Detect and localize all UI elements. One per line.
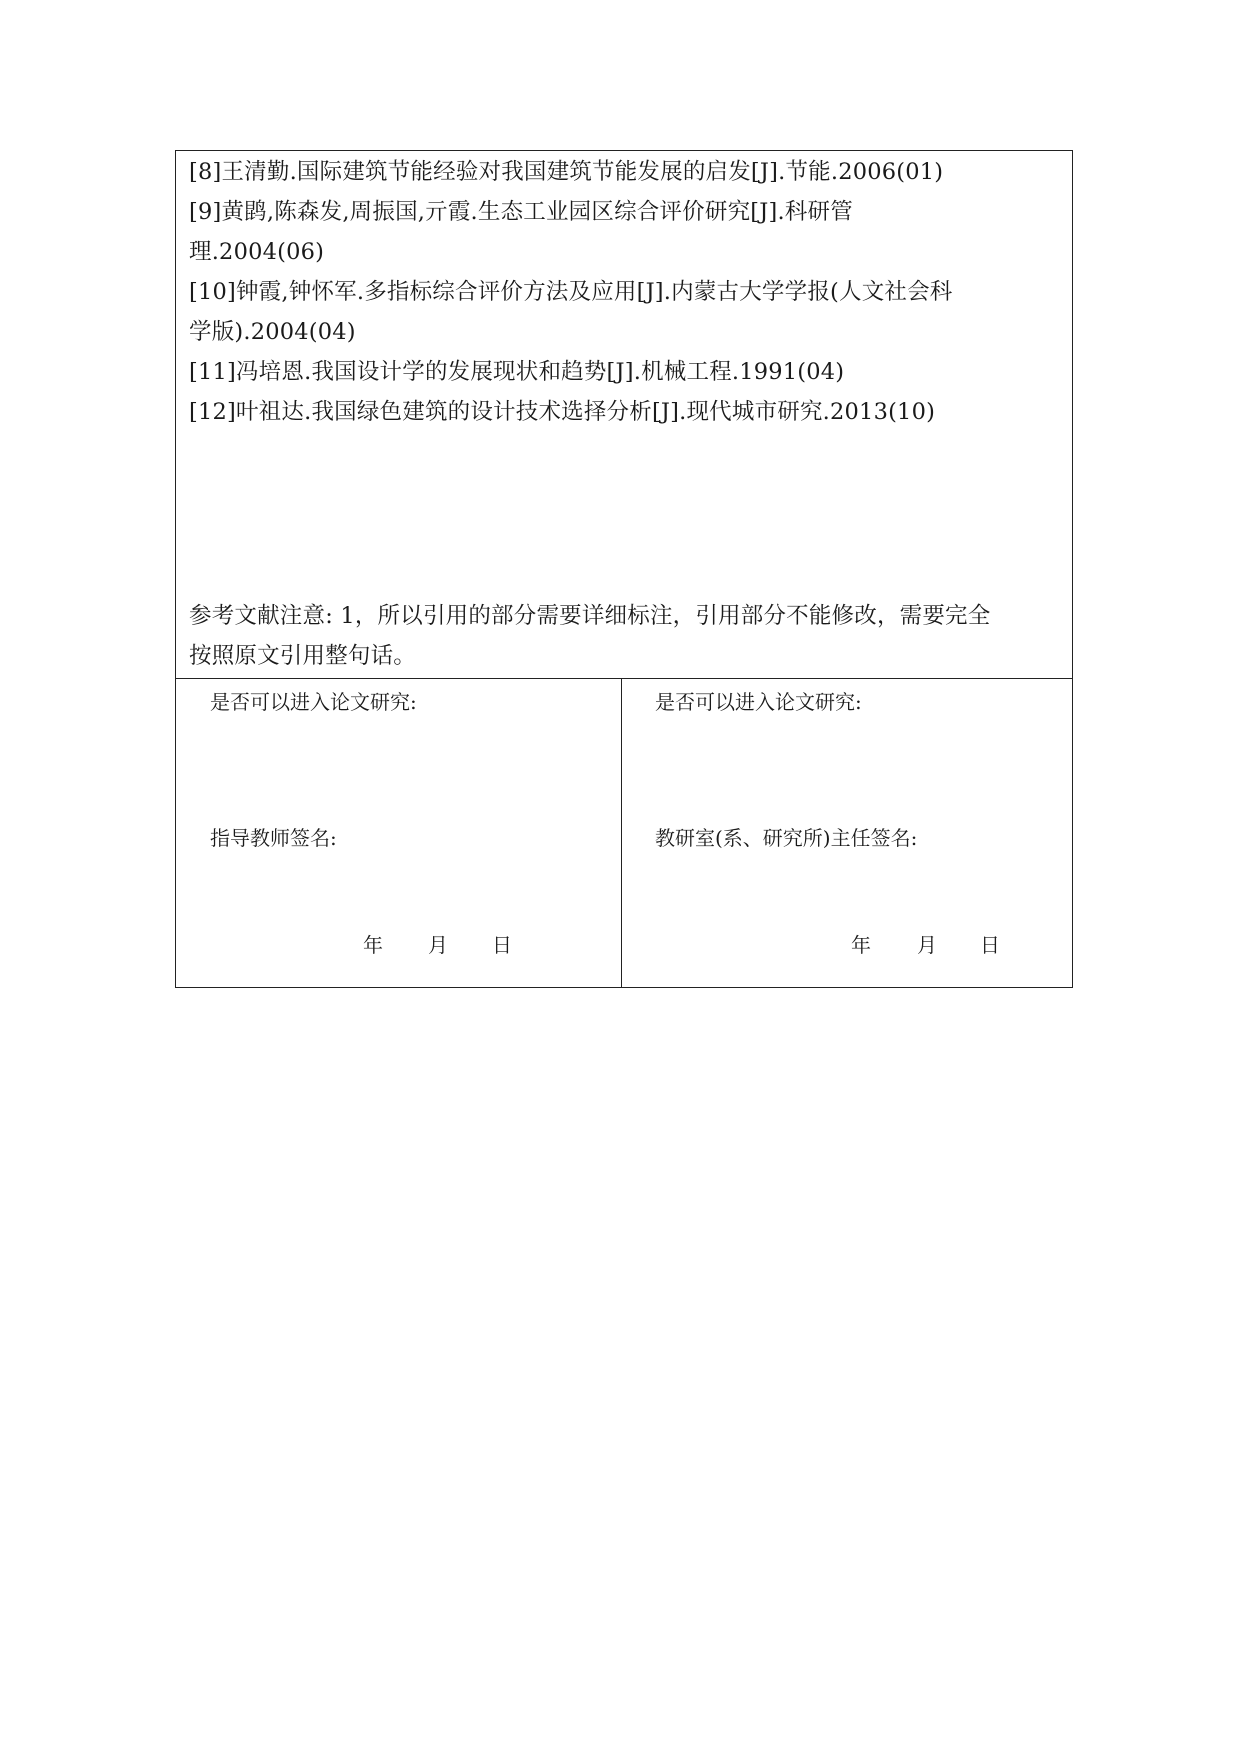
reference-item: [12]叶祖达.我国绿色建筑的设计技术选择分析[J].现代城市研究.2013(10): [189, 399, 936, 425]
reference-item: 学版).2004(04): [189, 319, 356, 345]
references-cell: [176, 151, 1072, 679]
reference-note-line-1: 参考文献注意: 1，所以引用的部分需要详细标注，引用部分不能修改，需要完全: [189, 603, 991, 629]
reference-item: [11]冯培恩.我国设计学的发展现状和趋势[J].机械工程.1991(04): [189, 359, 845, 385]
review-form-table: [175, 150, 1073, 988]
day-label: 日: [980, 933, 1000, 957]
department-head-signature-label: 教研室(系、研究所)主任签名:: [655, 826, 918, 850]
month-label: 月: [428, 933, 448, 957]
year-label: 年: [363, 933, 383, 957]
year-label: 年: [851, 933, 871, 957]
advisor-question-label: 是否可以进入论文研究:: [210, 690, 417, 714]
day-label: 日: [492, 933, 512, 957]
department-question-label: 是否可以进入论文研究:: [655, 690, 862, 714]
department-approval-cell: [622, 679, 1072, 987]
month-label: 月: [917, 933, 937, 957]
reference-item: [10]钟霞,钟怀军.多指标综合评价方法及应用[J].内蒙古大学学报(人文社会科: [189, 279, 953, 305]
reference-note-line-2: 按照原文引用整句话。: [189, 643, 417, 669]
reference-item: [8]王清勤.国际建筑节能经验对我国建筑节能发展的启发[J].节能.2006(01): [189, 159, 944, 185]
advisor-approval-cell: [176, 679, 622, 987]
approval-row: [176, 679, 1072, 987]
advisor-signature-label: 指导教师签名:: [210, 826, 337, 850]
reference-item: 理.2004(06): [189, 239, 325, 265]
reference-item: [9]黄鹍,陈森发,周振国,亓霞.生态工业园区综合评价研究[J].科研管: [189, 199, 853, 225]
